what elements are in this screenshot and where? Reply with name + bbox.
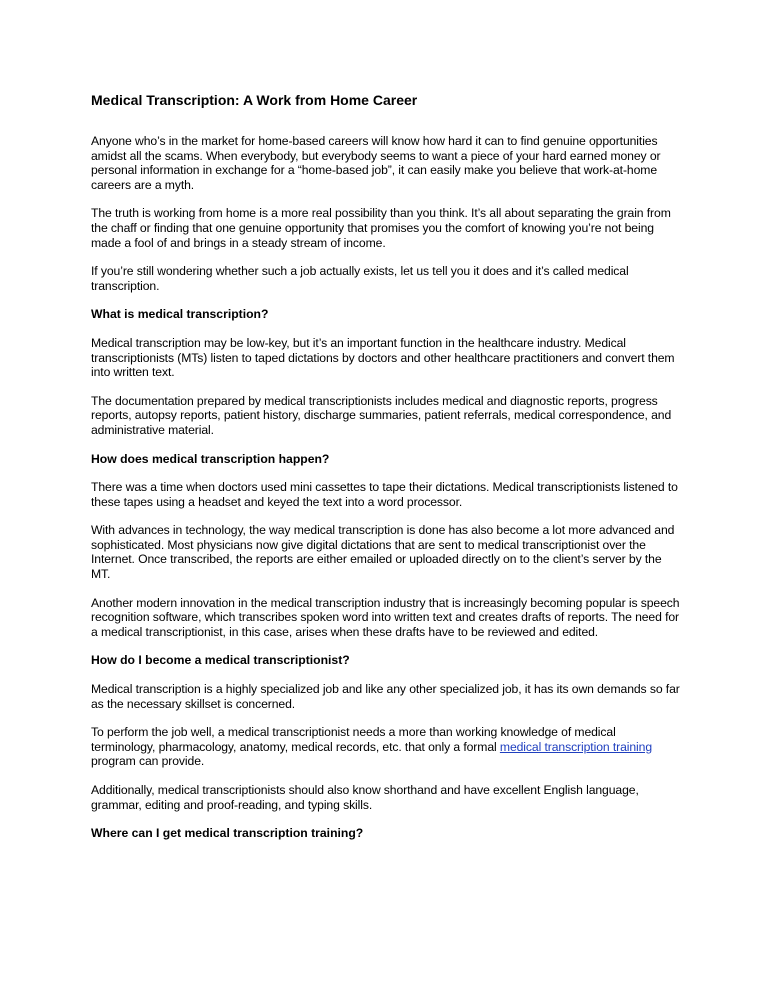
heading-how-does: How does medical transcription happen? [91, 451, 330, 466]
document-title: Medical Transcription: A Work from Home Career [91, 92, 418, 108]
paragraph-specialized: Medical transcription is a highly specialized job and like any other specialized job, it has its own demands so far as the necessary skillset is concerned. [91, 682, 680, 711]
paragraph-wondering: If you’re still wondering whether such a job actually exists, let us tell you it does and it’s called medical transcription. [91, 264, 629, 293]
paragraph-definition: Medical transcription may be low-key, but it’s an important function in the healthcare industry. Medical transcriptionists (MTs) listen to taped dictations by doctors and other healthcare practitioners and convert them into written text. [91, 335, 675, 380]
paragraph-training-text-before: To perform the job well, a medical transcriptionist needs a more than working knowledge of medical terminology, pharmacology, anatomy, medical records, etc. that only a formal [91, 725, 616, 754]
paragraph-intro: Anyone who’s in the market for home-based careers will know how hard it can to find genuine opportunities amidst all the scams. When everybody, but everybody seems to want a piece of your hard earned money or personal information in exchange for a “home-based job”, it can easily make you believe that work-at-home careers are a myth. [91, 134, 661, 192]
heading-where-training: Where can I get medical transcription training? [91, 826, 364, 841]
paragraph-speech-recognition: Another modern innovation in the medical transcription industry that is increasingly becoming popular is speech recognition software, which transcribes spoken word into written text and creates drafts of reports. The need for a medical transcriptionist, in this case, arises when these drafts have to be reviewed and edited. [91, 595, 680, 639]
heading-what-is: What is medical transcription? [91, 307, 269, 322]
training-link[interactable]: medical transcription training [499, 739, 653, 754]
paragraph-training [91, 725, 681, 769]
paragraph-technology: With advances in technology, the way medical transcription is done has also become a lot more advanced and sophisticated. Most physicians now give digital dictations that are sent to medical transcriptionist over the Internet. Once transcribed, the reports are either emailed or uploaded directly on to the client’s server by the MT. [91, 523, 675, 582]
paragraph-skills: Additionally, medical transcriptionists should also know shorthand and have excellent English language, grammar, editing and proof-reading, and typing skills. [91, 783, 639, 812]
paragraph-training-text-after: program can provide. [91, 754, 205, 769]
paragraph-documentation: The documentation prepared by medical transcriptionists includes medical and diagnostic reports, progress reports, autopsy reports, patient history, discharge summaries, patient referrals, medical correspondence, and administrative material. [91, 393, 672, 437]
paragraph-cassettes: There was a time when doctors used mini cassettes to tape their dictations. Medical transcriptionists listened to these tapes using a headset and keyed the text into a word processor. [91, 480, 678, 509]
paragraph-truth: The truth is working from home is a more real possibility than you think. It’s all about separating the grain from the chaff or finding that one genuine opportunity that promises you the comfort of knowing you’re not being made a fool of and brings in a steady stream of income. [91, 206, 671, 250]
heading-how-become: How do I become a medical transcriptionist? [91, 653, 350, 668]
document-page [91, 90, 681, 855]
